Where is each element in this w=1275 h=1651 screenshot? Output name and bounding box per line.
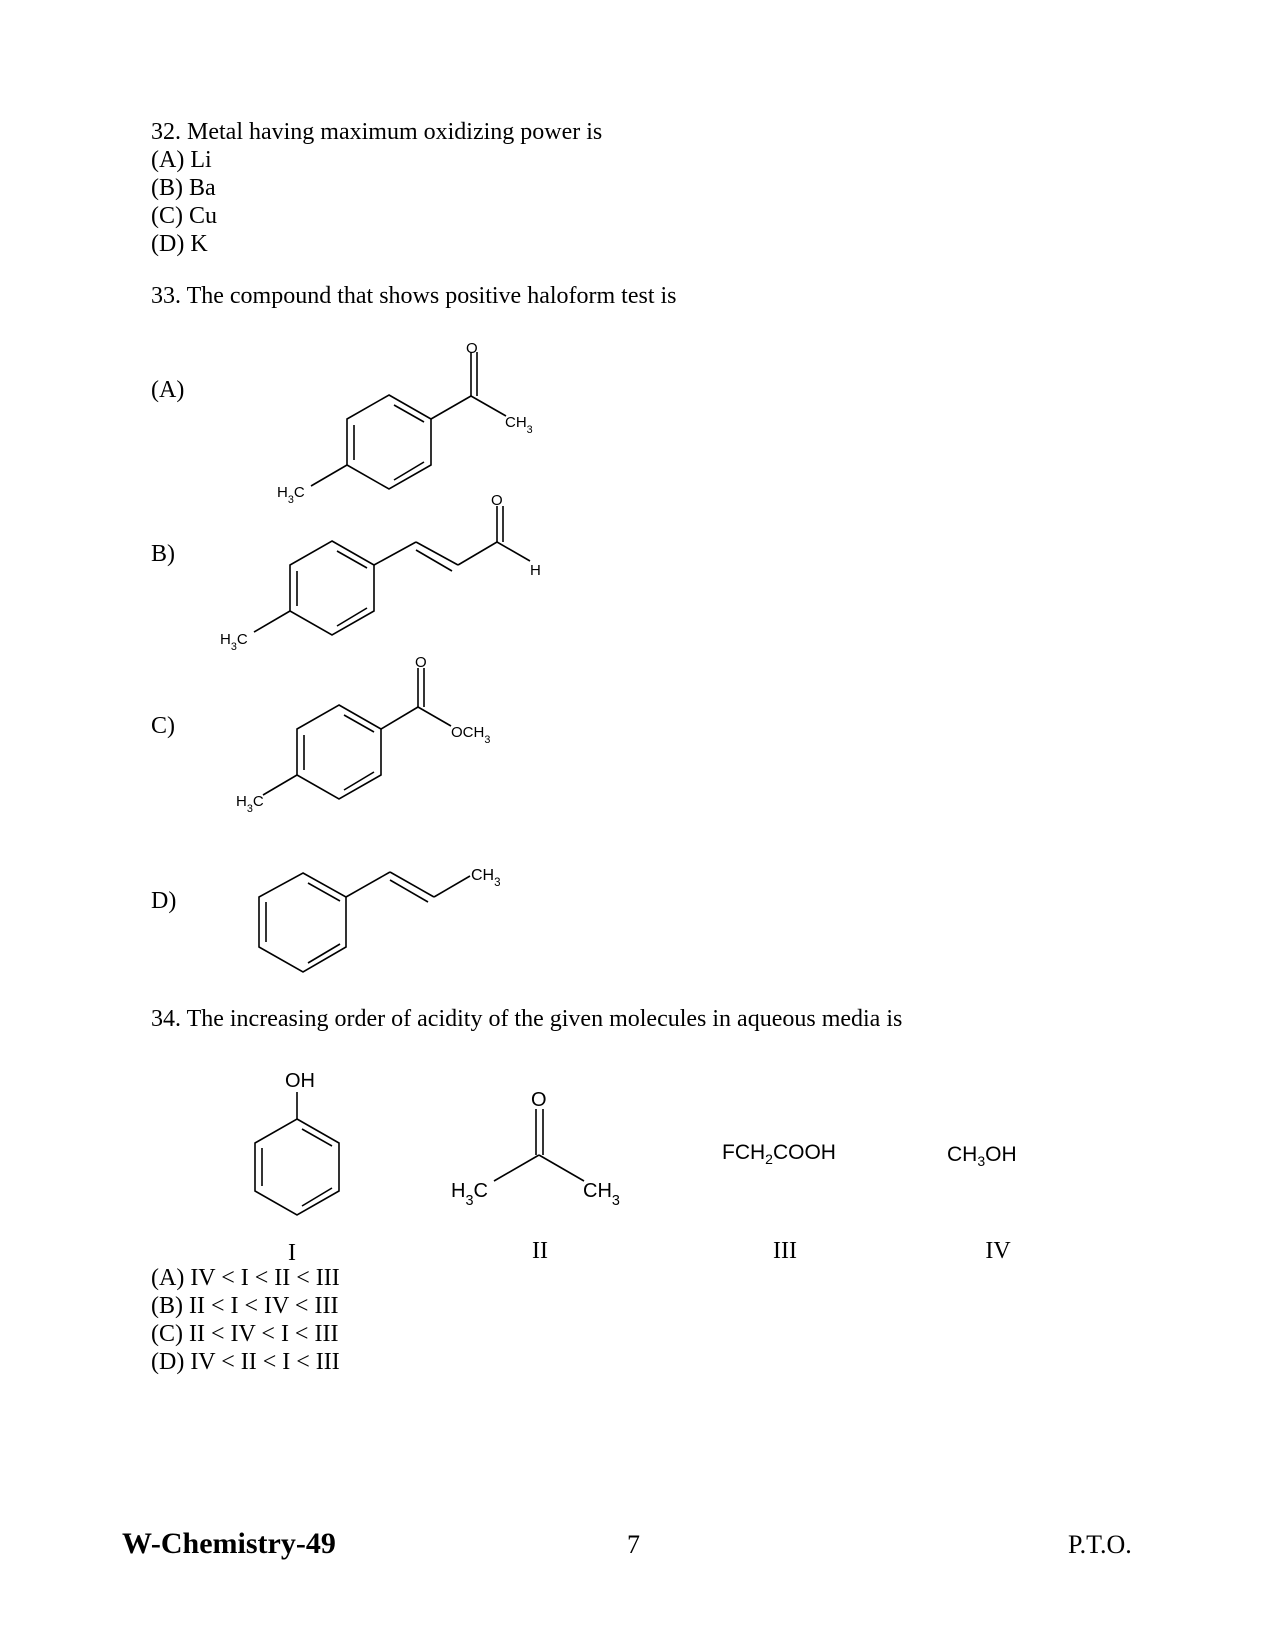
question-33: 33. The compound that shows positive haloform test is: [151, 283, 677, 309]
molecule-ii-left-methyl: $H_3C$: [451, 1180, 488, 1209]
page-number: 7: [627, 1530, 640, 1559]
molecule-ii-right-methyl: $CH_3$: [583, 1180, 620, 1209]
molecule-i-hydroxyl: OH: [285, 1070, 315, 1092]
q33-label-a: (A): [151, 377, 185, 403]
question-34: 34. The increasing order of acidity of the given molecules in aqueous media is: [151, 1006, 903, 1032]
structure-b-oxygen: O: [491, 492, 503, 509]
q33-label-b: B): [151, 541, 175, 567]
question-32: 32. Metal having maximum oxidizing power is: [151, 119, 603, 145]
q34-option-d: (D) IV < II < I < III: [151, 1349, 340, 1375]
q34-option-c: (C) II < IV < I < III: [151, 1321, 339, 1347]
molecule-ii-oxygen: O: [531, 1089, 547, 1111]
q34-option-a: (A) IV < I < II < III: [151, 1265, 340, 1291]
structure-c-methyl-ring: $H_3C$: [236, 793, 264, 815]
q34-option-b: (B) II < I < IV < III: [151, 1293, 339, 1319]
molecule-iii-label: III: [773, 1238, 797, 1264]
molecule-iv-label: IV: [985, 1238, 1011, 1264]
structure-a-methyl: $CH_3$: [505, 414, 533, 436]
molecule-i-label: I: [288, 1240, 296, 1266]
molecule-iii-formula: $FCH_2COOH$: [722, 1141, 836, 1168]
q32-option-b: (B) Ba: [151, 175, 216, 201]
q32-option-a: (A) Li: [151, 147, 212, 173]
structure-c-oxygen: O: [415, 654, 427, 671]
please-turn-over: P.T.O.: [1068, 1530, 1132, 1559]
structure-d-methyl: $CH_3$: [471, 867, 501, 889]
q32-option-c: (C) Cu: [151, 203, 217, 229]
paper-code: W-Chemistry-49: [122, 1527, 336, 1560]
structure-a-oxygen: O: [466, 340, 478, 357]
molecule-ii-label: II: [532, 1238, 548, 1264]
q33-label-c: C): [151, 713, 175, 739]
molecule-iv-formula: $CH_3OH$: [947, 1143, 1017, 1170]
q32-option-d: (D) K: [151, 231, 208, 257]
structure-c-methoxy: $OCH_3$: [451, 724, 491, 746]
structure-a-methyl-ring: $H_3C$: [277, 484, 305, 506]
structure-b-hydrogen: H: [530, 562, 541, 579]
structure-b-methyl-ring: $H_3C$: [220, 631, 248, 653]
q33-label-d: D): [151, 888, 177, 914]
